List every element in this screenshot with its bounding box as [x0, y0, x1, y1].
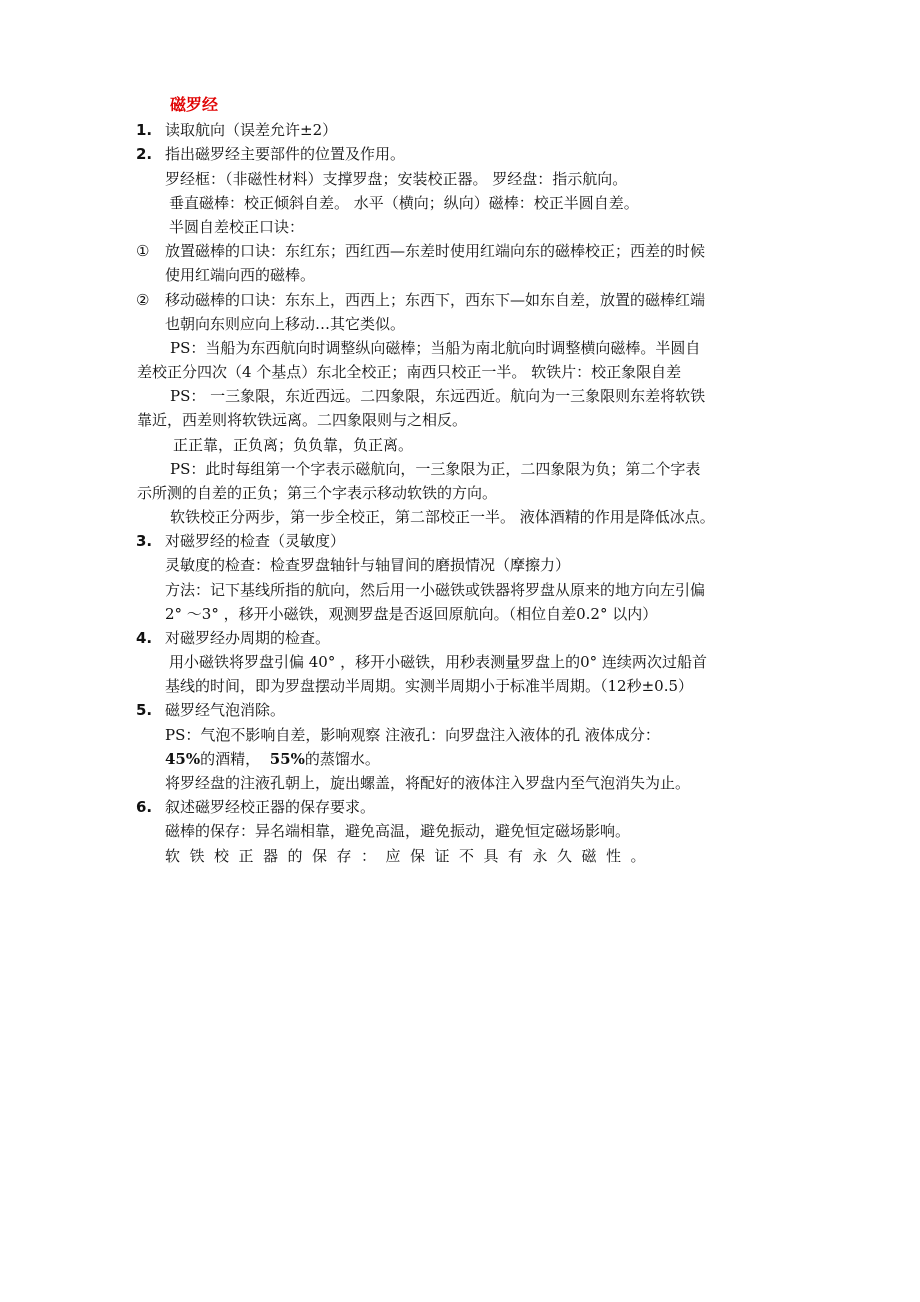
section-5-number: 5. — [136, 701, 153, 719]
correction-rule: 正正靠，正负离；负负靠，负正离。 — [173, 436, 414, 454]
rhyme-title: 半圆自差校正口诀： — [169, 218, 305, 236]
section-3-heading: 对磁罗经的检查（灵敏度） — [165, 532, 346, 550]
section-1-number: 1. — [136, 121, 153, 139]
ps-1-line-1: PS：当船为东西航向时调整纵向磁棒；当船为南北航向时调整横向磁棒。半圆自 — [170, 339, 701, 357]
rhyme-2-line-2: 也朝向东则应向上移动…其它类似。 — [165, 315, 406, 333]
rhyme-1-line-2: 使用红端向西的磁棒。 — [165, 266, 316, 284]
sensitivity-check-text: 灵敏度的检查：检查罗盘轴针与轴冒间的磨损情况（摩擦力） — [165, 556, 571, 574]
bubble-ps-line: PS：气泡不影响自差，影响观察 注液孔：向罗盘注入液体的孔 液体成分： — [165, 726, 660, 744]
period-check-line-2: 基线的时间，即为罗盘摆动半周期。实测半周期小于标准半周期。（12秒±0.5） — [165, 677, 694, 695]
soft-iron-storage: 软铁校正器的保存：应保证不具有永久磁性。 — [165, 847, 656, 865]
section-4-number: 4. — [136, 629, 153, 647]
liquid-composition — [165, 749, 380, 769]
fill-procedure: 将罗经盘的注液孔朝上，旋出螺盖，将配好的液体注入罗盘内至气泡消失为止。 — [165, 774, 691, 792]
document-title: 磁罗经 — [170, 95, 219, 114]
rhyme-2-line-1: 移动磁棒的口诀：东东上，西西上；东西下，西东下—如东自差，放置的磁棒红端 — [165, 291, 706, 309]
alcohol-text: 的酒精， — [200, 750, 261, 768]
soft-iron-note: 软铁校正分两步，第一步全校正，第二部校正一半。 液体酒精的作用是降低冰点。 — [170, 508, 715, 526]
rhyme-1-line-1: 放置磁棒的口诀：东红东；西红西—东差时使用红端向东的磁棒校正；西差的时候 — [165, 242, 706, 260]
ps-1-line-2: 差校正分四次（4 个基点）东北全校正；南西只校正一半。 软铁片：校正象限自差 — [137, 363, 682, 381]
method-line-2: 2° ～3° ，移开小磁铁，观测罗盘是否返回原航向。（相位自差0.2° 以内） — [165, 605, 658, 623]
item-marker-2: ② — [136, 291, 150, 309]
section-5-heading: 磁罗经气泡消除。 — [165, 701, 286, 719]
water-text: 的蒸馏水。 — [304, 750, 380, 768]
magnet-storage: 磁棒的保存：异名端相靠，避免高温，避免振动，避免恒定磁场影响。 — [165, 822, 631, 840]
ps-2-line-2: 靠近，西差则将软铁远离。二四象限则与之相反。 — [137, 411, 468, 429]
section-2-heading: 指出磁罗经主要部件的位置及作用。 — [165, 145, 406, 163]
ps-3-line-2: 示所测的自差的正负；第三个字表示移动软铁的方向。 — [137, 484, 498, 502]
section-1-heading: 读取航向（误差允许±2） — [165, 121, 338, 139]
section-6-number: 6. — [136, 798, 153, 816]
vertical-magnet-text: 垂直磁棒：校正倾斜自差。 水平（横向；纵向）磁棒：校正半圆自差。 — [169, 194, 639, 212]
section-6-heading: 叙述磁罗经校正器的保存要求。 — [165, 798, 376, 816]
method-line-1: 方法：记下基线所指的航向，然后用一小磁铁或铁器将罗盘从原来的地方向左引偏 — [165, 581, 706, 599]
period-check-line-1: 用小磁铁将罗盘引偏 40° ，移开小磁铁，用秒表测量罗盘上的0° 连续两次过船首 — [169, 653, 707, 671]
item-marker-1: ① — [136, 242, 150, 260]
section-4-heading: 对磁罗经办周期的检查。 — [165, 629, 331, 647]
ps-2-line-1: PS： 一三象限，东近西远。二四象限，东远西近。航向为一三象限则东差将软铁 — [170, 387, 706, 405]
water-percent: 55% — [269, 750, 305, 768]
compass-frame-text: 罗经框：（非磁性材料）支撑罗盘；安装校正器。 罗经盘：指示航向。 — [165, 170, 628, 188]
section-2-number: 2. — [136, 145, 153, 163]
section-3-number: 3. — [136, 532, 153, 550]
alcohol-percent: 45% — [165, 750, 201, 768]
ps-3-line-1: PS：此时每组第一个字表示磁航向，一三象限为正，二四象限为负；第二个字表 — [170, 460, 701, 478]
